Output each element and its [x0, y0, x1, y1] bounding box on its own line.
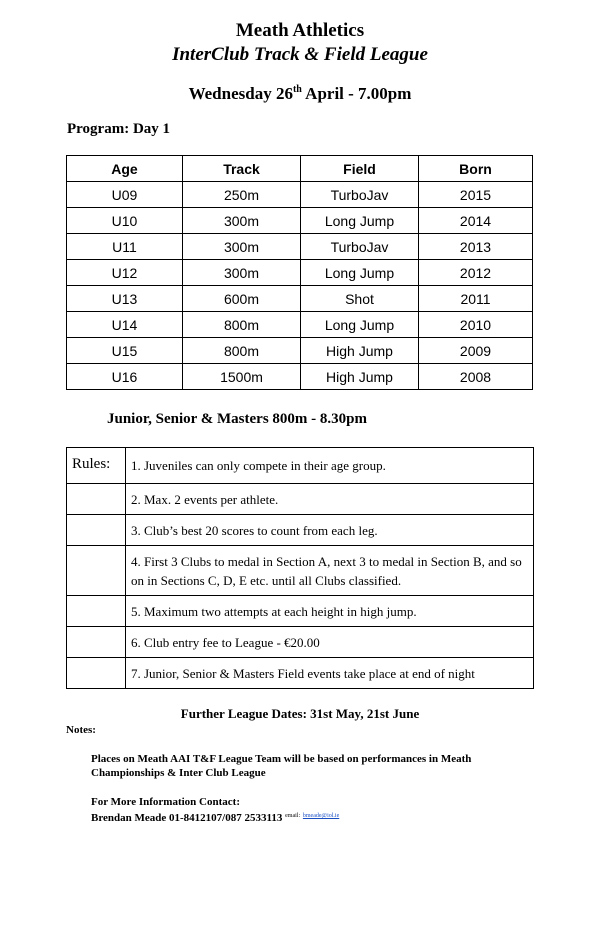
table-row: [67, 364, 533, 390]
rules-label-empty: [67, 546, 126, 596]
cell-track: 800m: [183, 312, 301, 338]
rules-table: [66, 447, 534, 689]
rules-label: Rules:: [67, 448, 126, 484]
places-note: Places on Meath AAI T&F League Team will be based on performances in Meath Championships & Inter Club League: [91, 753, 472, 779]
cell-born: 2011: [419, 286, 533, 312]
cell-track: 300m: [183, 208, 301, 234]
event-date: [0, 84, 600, 104]
cell-track: 1500m: [183, 364, 301, 390]
cell-track: 600m: [183, 286, 301, 312]
cell-field: High Jump: [301, 364, 419, 390]
cell-field: TurboJav: [301, 234, 419, 260]
column-header-track: Track: [183, 156, 301, 182]
cell-track: 800m: [183, 338, 301, 364]
cell-field: Long Jump: [301, 260, 419, 286]
rule-row: [67, 484, 534, 515]
rules-label-empty: [67, 484, 126, 515]
cell-track: 250m: [183, 182, 301, 208]
email-link[interactable]: bmeade@iol.ie: [302, 813, 340, 819]
rule-row: [67, 627, 534, 658]
cell-age: U14: [67, 312, 183, 338]
table-row: [67, 182, 533, 208]
rule-row: [67, 448, 534, 484]
cell-field: High Jump: [301, 338, 419, 364]
document-subtitle: InterClub Track & Field League: [172, 44, 428, 65]
rule-text: 5. Maximum two attempts at each height in high jump.: [126, 596, 534, 627]
contact-name-phone: Brendan Meade 01-8412107/087 2533113: [91, 812, 283, 824]
further-league-dates: Further League Dates: 31st May, 21st June: [180, 706, 420, 721]
cell-field: TurboJav: [301, 182, 419, 208]
column-header-age: Age: [67, 156, 183, 182]
rules-label-empty: [67, 658, 126, 689]
rule-text: 3. Club’s best 20 scores to count from each leg.: [126, 515, 534, 546]
cell-field: Long Jump: [301, 312, 419, 338]
contact-block: [91, 795, 339, 825]
program-heading: Program: Day 1: [67, 121, 171, 137]
cell-field: Long Jump: [301, 208, 419, 234]
cell-born: 2010: [419, 312, 533, 338]
date-prefix: Wednesday 26: [188, 84, 293, 103]
rule-text: 4. First 3 Clubs to medal in Section A, next 3 to medal in Section B, and so on in Sections C, D, E etc. until all Clubs classified.: [126, 546, 534, 596]
rule-row: [67, 546, 534, 596]
cell-age: U16: [67, 364, 183, 390]
notes-label: Notes:: [66, 724, 96, 736]
junior-senior-masters-line: Junior, Senior & Masters 800m - 8.30pm: [107, 411, 367, 427]
cell-age: U13: [67, 286, 183, 312]
column-header-field: Field: [301, 156, 419, 182]
program-header-row: [67, 156, 533, 182]
rule-text: 2. Max. 2 events per athlete.: [126, 484, 534, 515]
cell-age: U15: [67, 338, 183, 364]
cell-age: U11: [67, 234, 183, 260]
cell-field: Shot: [301, 286, 419, 312]
cell-born: 2014: [419, 208, 533, 234]
rule-row: [67, 596, 534, 627]
date-suffix: April - 7.00pm: [301, 84, 412, 103]
table-row: [67, 260, 533, 286]
cell-age: U12: [67, 260, 183, 286]
contact-heading: For More Information Contact:: [91, 796, 240, 808]
table-row: [67, 208, 533, 234]
date-superscript: th: [292, 84, 302, 95]
table-row: [67, 338, 533, 364]
rule-text: 7. Junior, Senior & Masters Field events take place at end of night: [126, 658, 534, 689]
cell-age: U10: [67, 208, 183, 234]
cell-born: 2015: [419, 182, 533, 208]
email-label: email:: [285, 813, 301, 819]
cell-born: 2009: [419, 338, 533, 364]
column-header-born: Born: [419, 156, 533, 182]
table-row: [67, 234, 533, 260]
rules-label-empty: [67, 596, 126, 627]
rule-text: 1. Juveniles can only compete in their age group.: [126, 448, 534, 484]
rule-row: [67, 515, 534, 546]
program-table: [66, 155, 533, 390]
rules-label-empty: [67, 515, 126, 546]
rule-row: [67, 658, 534, 689]
cell-born: 2008: [419, 364, 533, 390]
table-row: [67, 286, 533, 312]
table-row: [67, 312, 533, 338]
contact-line: [91, 809, 339, 825]
cell-age: U09: [67, 182, 183, 208]
document-title: Meath Athletics: [235, 20, 365, 41]
rule-text: 6. Club entry fee to League - €20.00: [126, 627, 534, 658]
rules-label-empty: [67, 627, 126, 658]
cell-born: 2013: [419, 234, 533, 260]
cell-track: 300m: [183, 234, 301, 260]
cell-track: 300m: [183, 260, 301, 286]
cell-born: 2012: [419, 260, 533, 286]
